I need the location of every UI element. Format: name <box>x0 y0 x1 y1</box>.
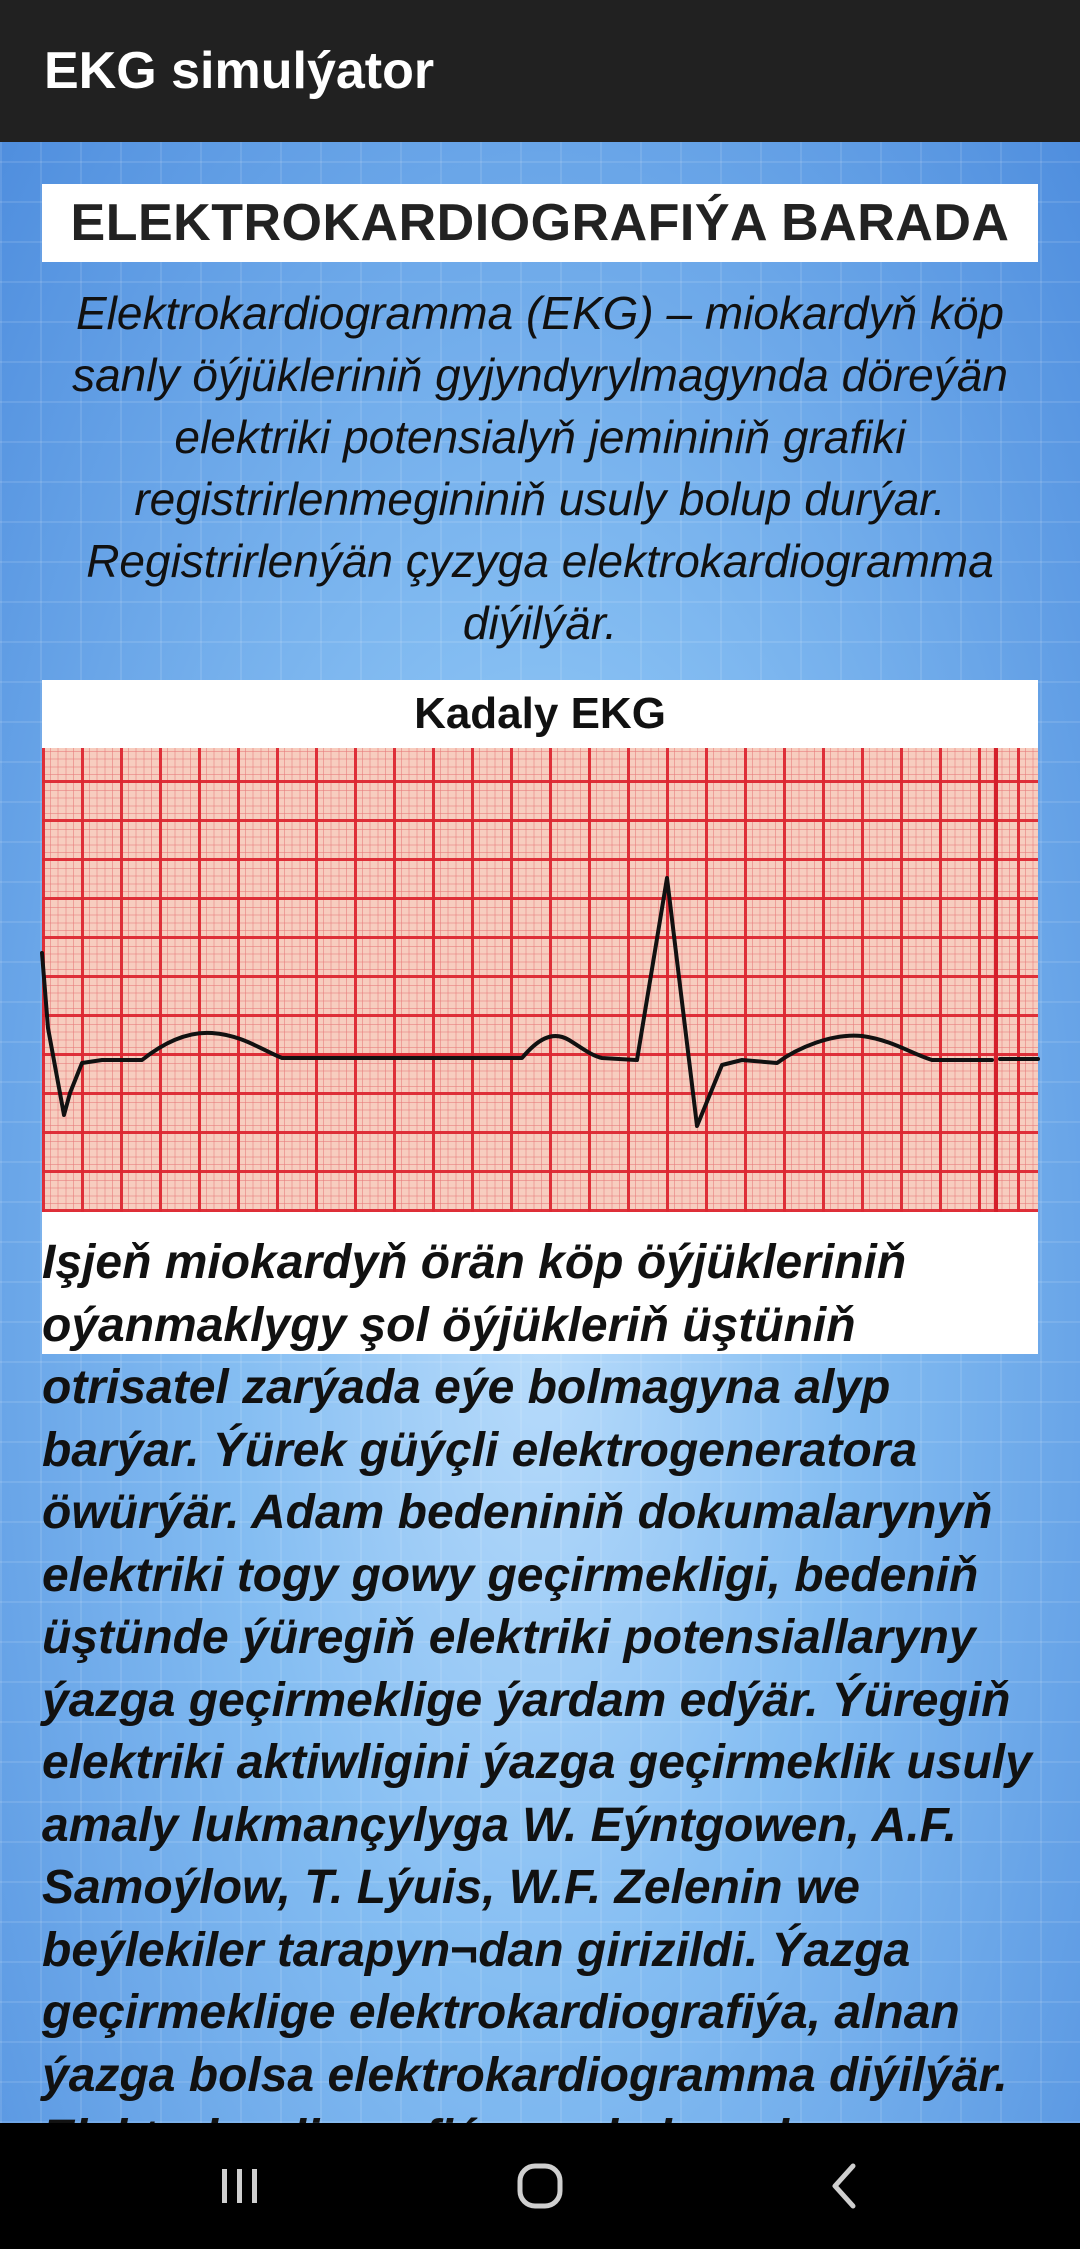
navigation-bar <box>0 2123 1080 2249</box>
home-icon[interactable] <box>510 2156 570 2216</box>
intro-paragraph: Elektrokardiogramma (EKG) – miokardyň köp sanly öýjükleriniň gyjyndyrylmagynda döreýän elektriki potensialyň jemininiň grafiki registrirlenmegininiň usuly bolup durýar. Registrirlenýän çyzyga elektrokardiogramma diýilýär. <box>72 287 1008 649</box>
ekg-title: Kadaly EKG <box>414 689 666 738</box>
recent-apps-icon[interactable] <box>210 2156 270 2216</box>
ekg-trace <box>42 878 1038 1126</box>
app-bar <box>0 0 1080 142</box>
body-paragraph: Işjeň miokardyň örän köp öýjükleriniň oýanmaklygy şol öýjükleriň üştüniň otrisatel zarýada eýe bolmagyna alyp barýar. Ýürek güýçli elektrogeneratora öwürýär. Adam bedeniniň dokumalarynyň elektriki togy gowy geçirmekligi, bedeniň üştünde ýüregiň elektriki potensiallaryny ýazga geçirmeklige ýardam edýär. Ýüregiň elektriki aktiwligini ýazga geçirmeklik usuly amaly lukmançylyga W. Eýntgowen, A.F. Samoýlow, T. Lýuis, W.F. Zelenin we beýlekiler tarapyn¬dan girizildi. Ýazga geçirmeklige elektrokardiografiýa, alnan ýazga bolsa elektrokardiogramma diýilýär. <box>42 1236 1032 2102</box>
section-title: ELEKTROKARDIOGRAFIÝA BARADA <box>42 184 1038 262</box>
ekg-waveform <box>42 748 1038 1212</box>
app-title: EKG simulýator <box>44 42 435 100</box>
back-icon[interactable] <box>815 2156 875 2216</box>
ekg-graph <box>42 748 1038 1212</box>
scroll-content[interactable] <box>0 142 1080 2123</box>
